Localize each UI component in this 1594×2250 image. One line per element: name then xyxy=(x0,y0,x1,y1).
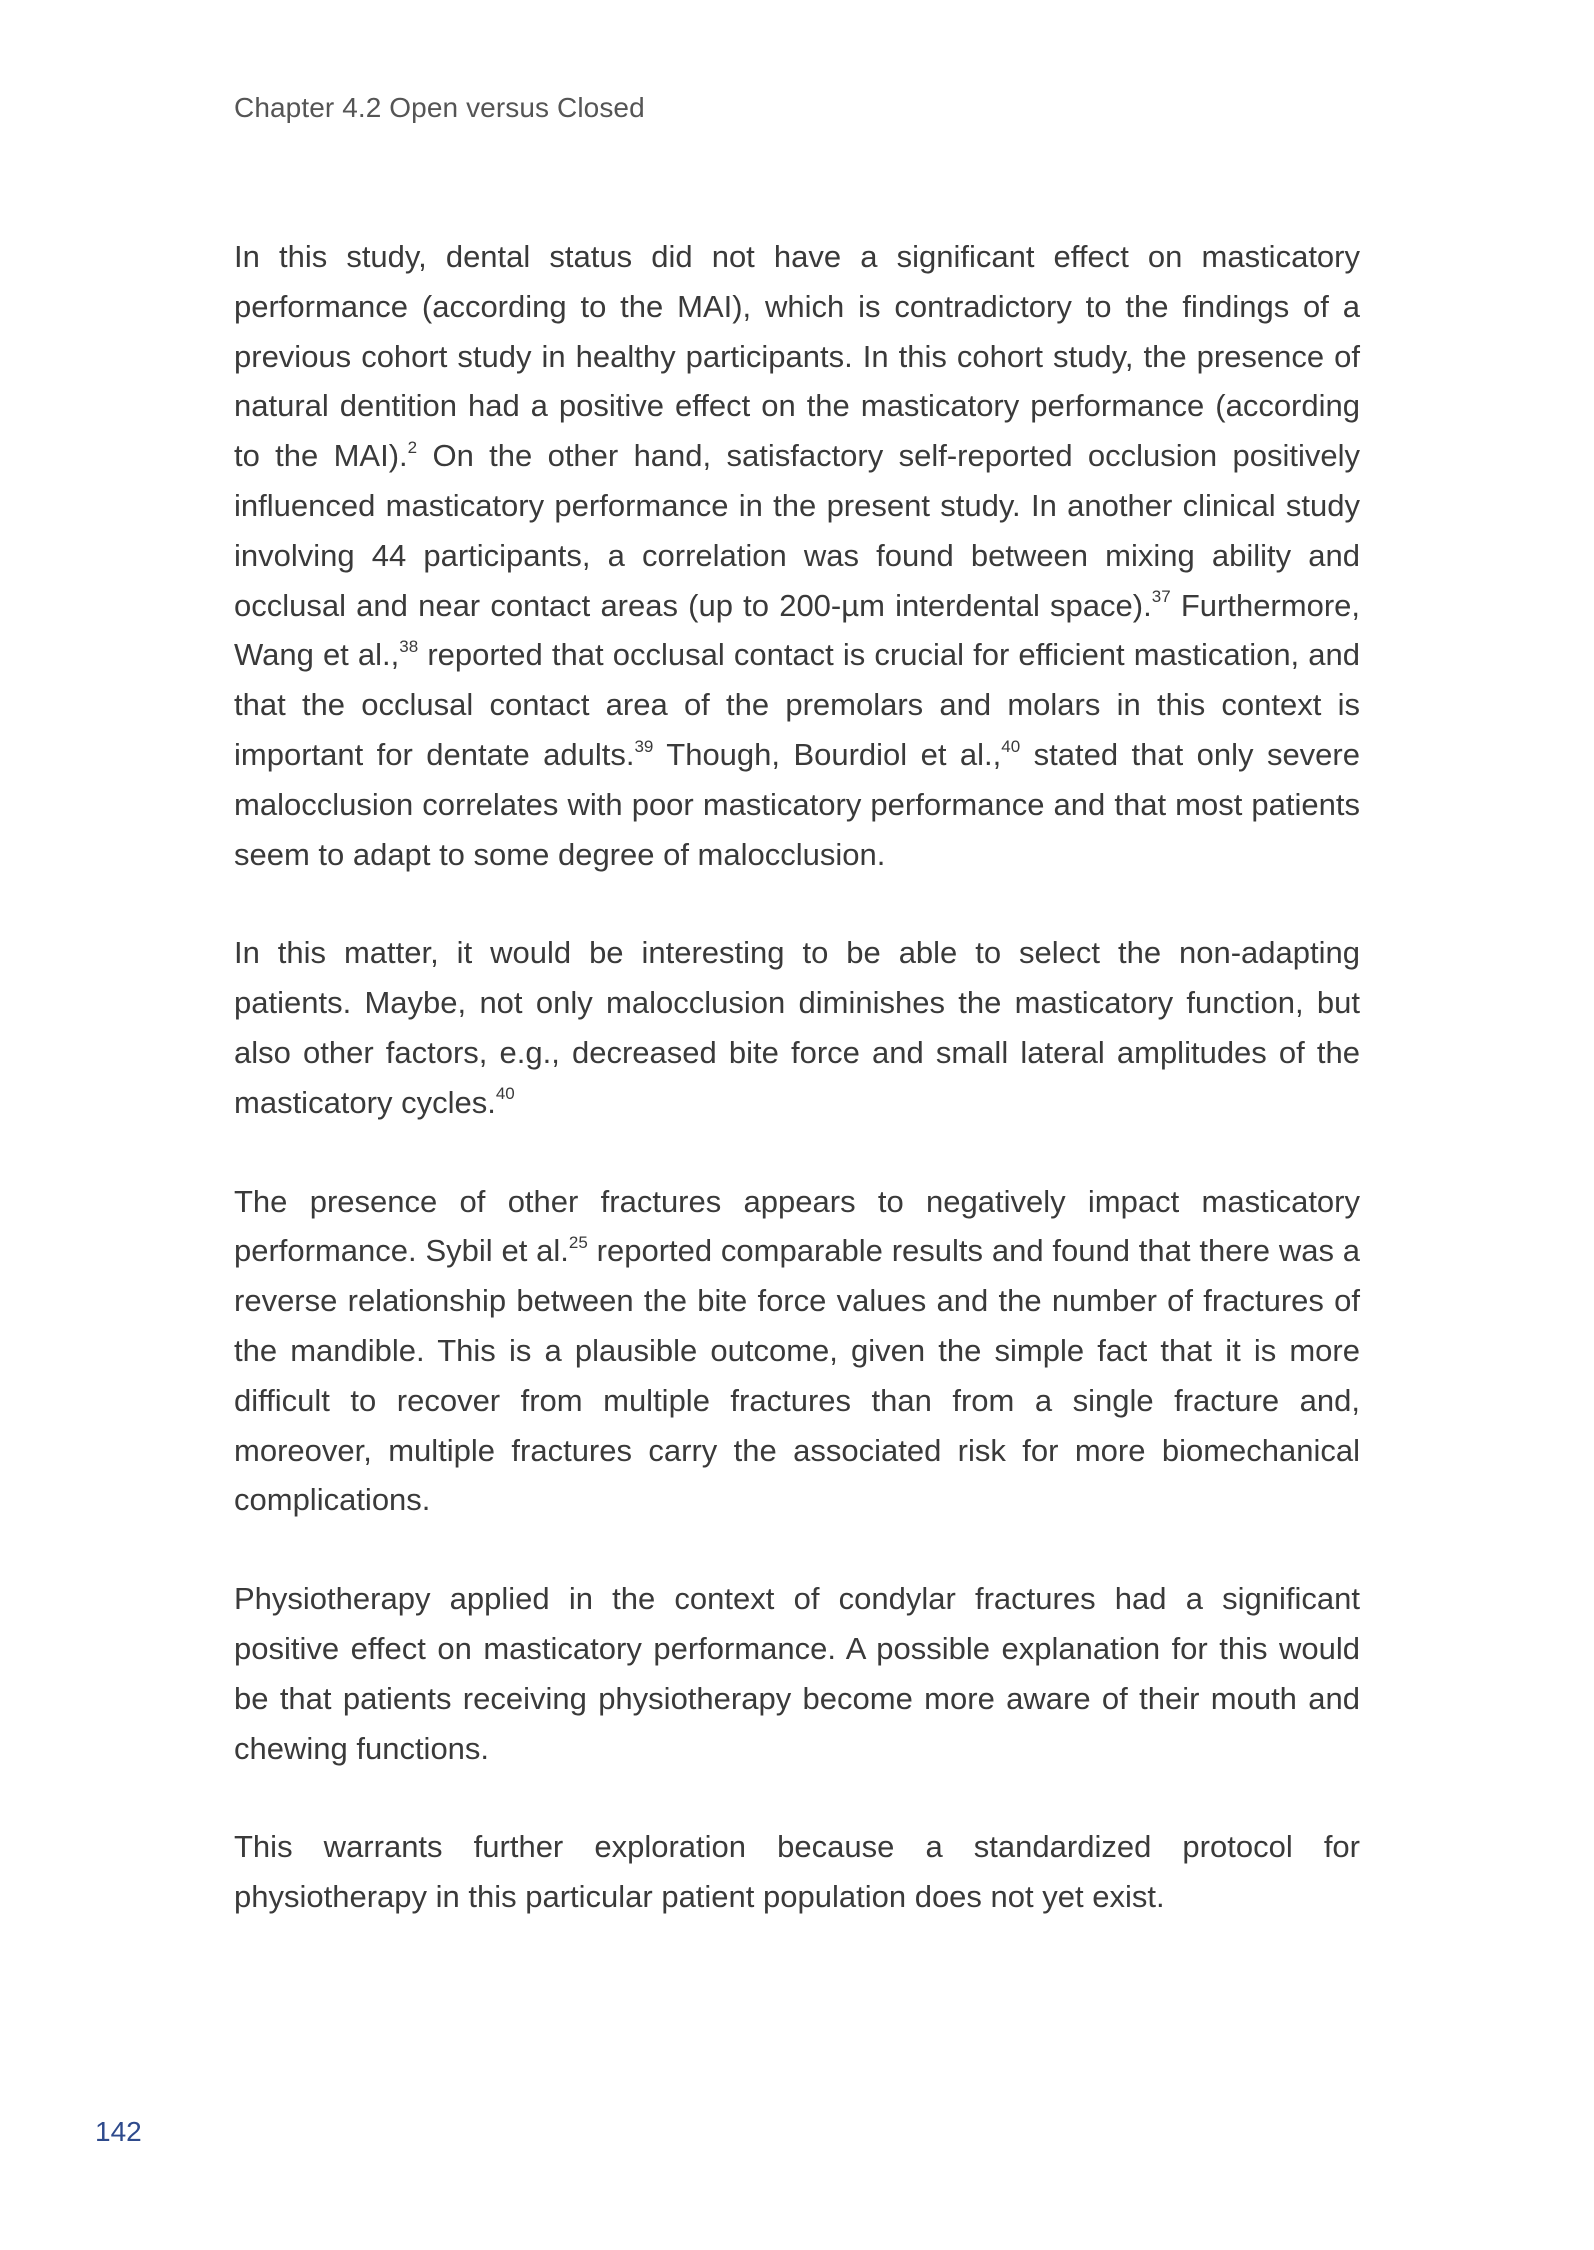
citation-ref: 40 xyxy=(495,1084,515,1104)
text-segment: reported comparable results and found that there was a reverse relationship between the bite force values and the number of fractures of the mandible. This is a plausible outcome, given the simple fact that it is more difficult to recover from multiple fractures than from a single fracture and, moreover, multiple fractures carry the associated risk for more biomechanical complications. xyxy=(234,1233,1361,1518)
text-segment: reported that occlusal contact is crucial for efficient mastication, and that the occlusal contact area of the premolars and molars in this context is important for dentate adults. xyxy=(234,637,1361,772)
text-segment: In this study, dental status did not have a significant effect on masticatory performance (according to the MAI), which is contradictory to the findings of a previous cohort study in healthy participants. In this cohort study, the presence of natural dentition had a positive effect on the masticatory performance (according to the MAI). xyxy=(234,239,1360,474)
citation-ref: 25 xyxy=(568,1233,588,1253)
paragraph-other-fractures xyxy=(234,1177,1360,1526)
paragraph-further-exploration xyxy=(234,1822,1360,1922)
paragraph-dental-status xyxy=(234,232,1360,879)
text-segment: In this matter, it would be interesting to be able to select the non-adapting patients. Maybe, not only malocclusion diminishes the masticatory function, but also other factors, e.g., decreased bite force and small lateral amplitudes of the masticatory cycles. xyxy=(234,935,1360,1120)
paragraph-non-adapting xyxy=(234,928,1360,1127)
paragraph-physiotherapy xyxy=(234,1574,1360,1773)
citation-ref: 38 xyxy=(399,637,419,657)
text-segment: Though, Bourdiol et al., xyxy=(653,736,1002,772)
text-segment: stated that only severe malocclusion correlates with poor masticatory performance and that most patients seem to adapt to some degree of malocclusion. xyxy=(234,736,1360,872)
citation-ref: 2 xyxy=(407,437,418,457)
citation-ref: 39 xyxy=(634,736,654,756)
citation-ref: 40 xyxy=(1001,736,1021,756)
body-text xyxy=(234,232,1360,1971)
page-number: 142 xyxy=(95,2116,142,2147)
text-segment: On the other hand, satisfactory self-reported occlusion positively influenced masticatory performance in the present study. In another clinical study involving 44 participants, a correlation was found between mixing ability and occlusal and near contact areas (up to 200-µm interdental space). xyxy=(234,438,1360,623)
text-segment: This warrants further exploration because a standardized protocol for physiotherapy in this particular patient population does not yet exist. xyxy=(234,1829,1360,1915)
text-segment: Physiotherapy applied in the context of condylar fractures had a significant positive effect on masticatory performance. A possible explanation for this would be that patients receiving physiotherapy become more aware of their mouth and chewing functions. xyxy=(234,1581,1360,1766)
text-segment: Furthermore, Wang et al., xyxy=(234,587,1360,673)
citation-ref: 37 xyxy=(1151,587,1171,607)
text-segment: The presence of other fractures appears to negatively impact masticatory performance. Sybil et al. xyxy=(234,1183,1360,1269)
running-header: Chapter 4.2 Open versus Closed xyxy=(234,92,645,123)
